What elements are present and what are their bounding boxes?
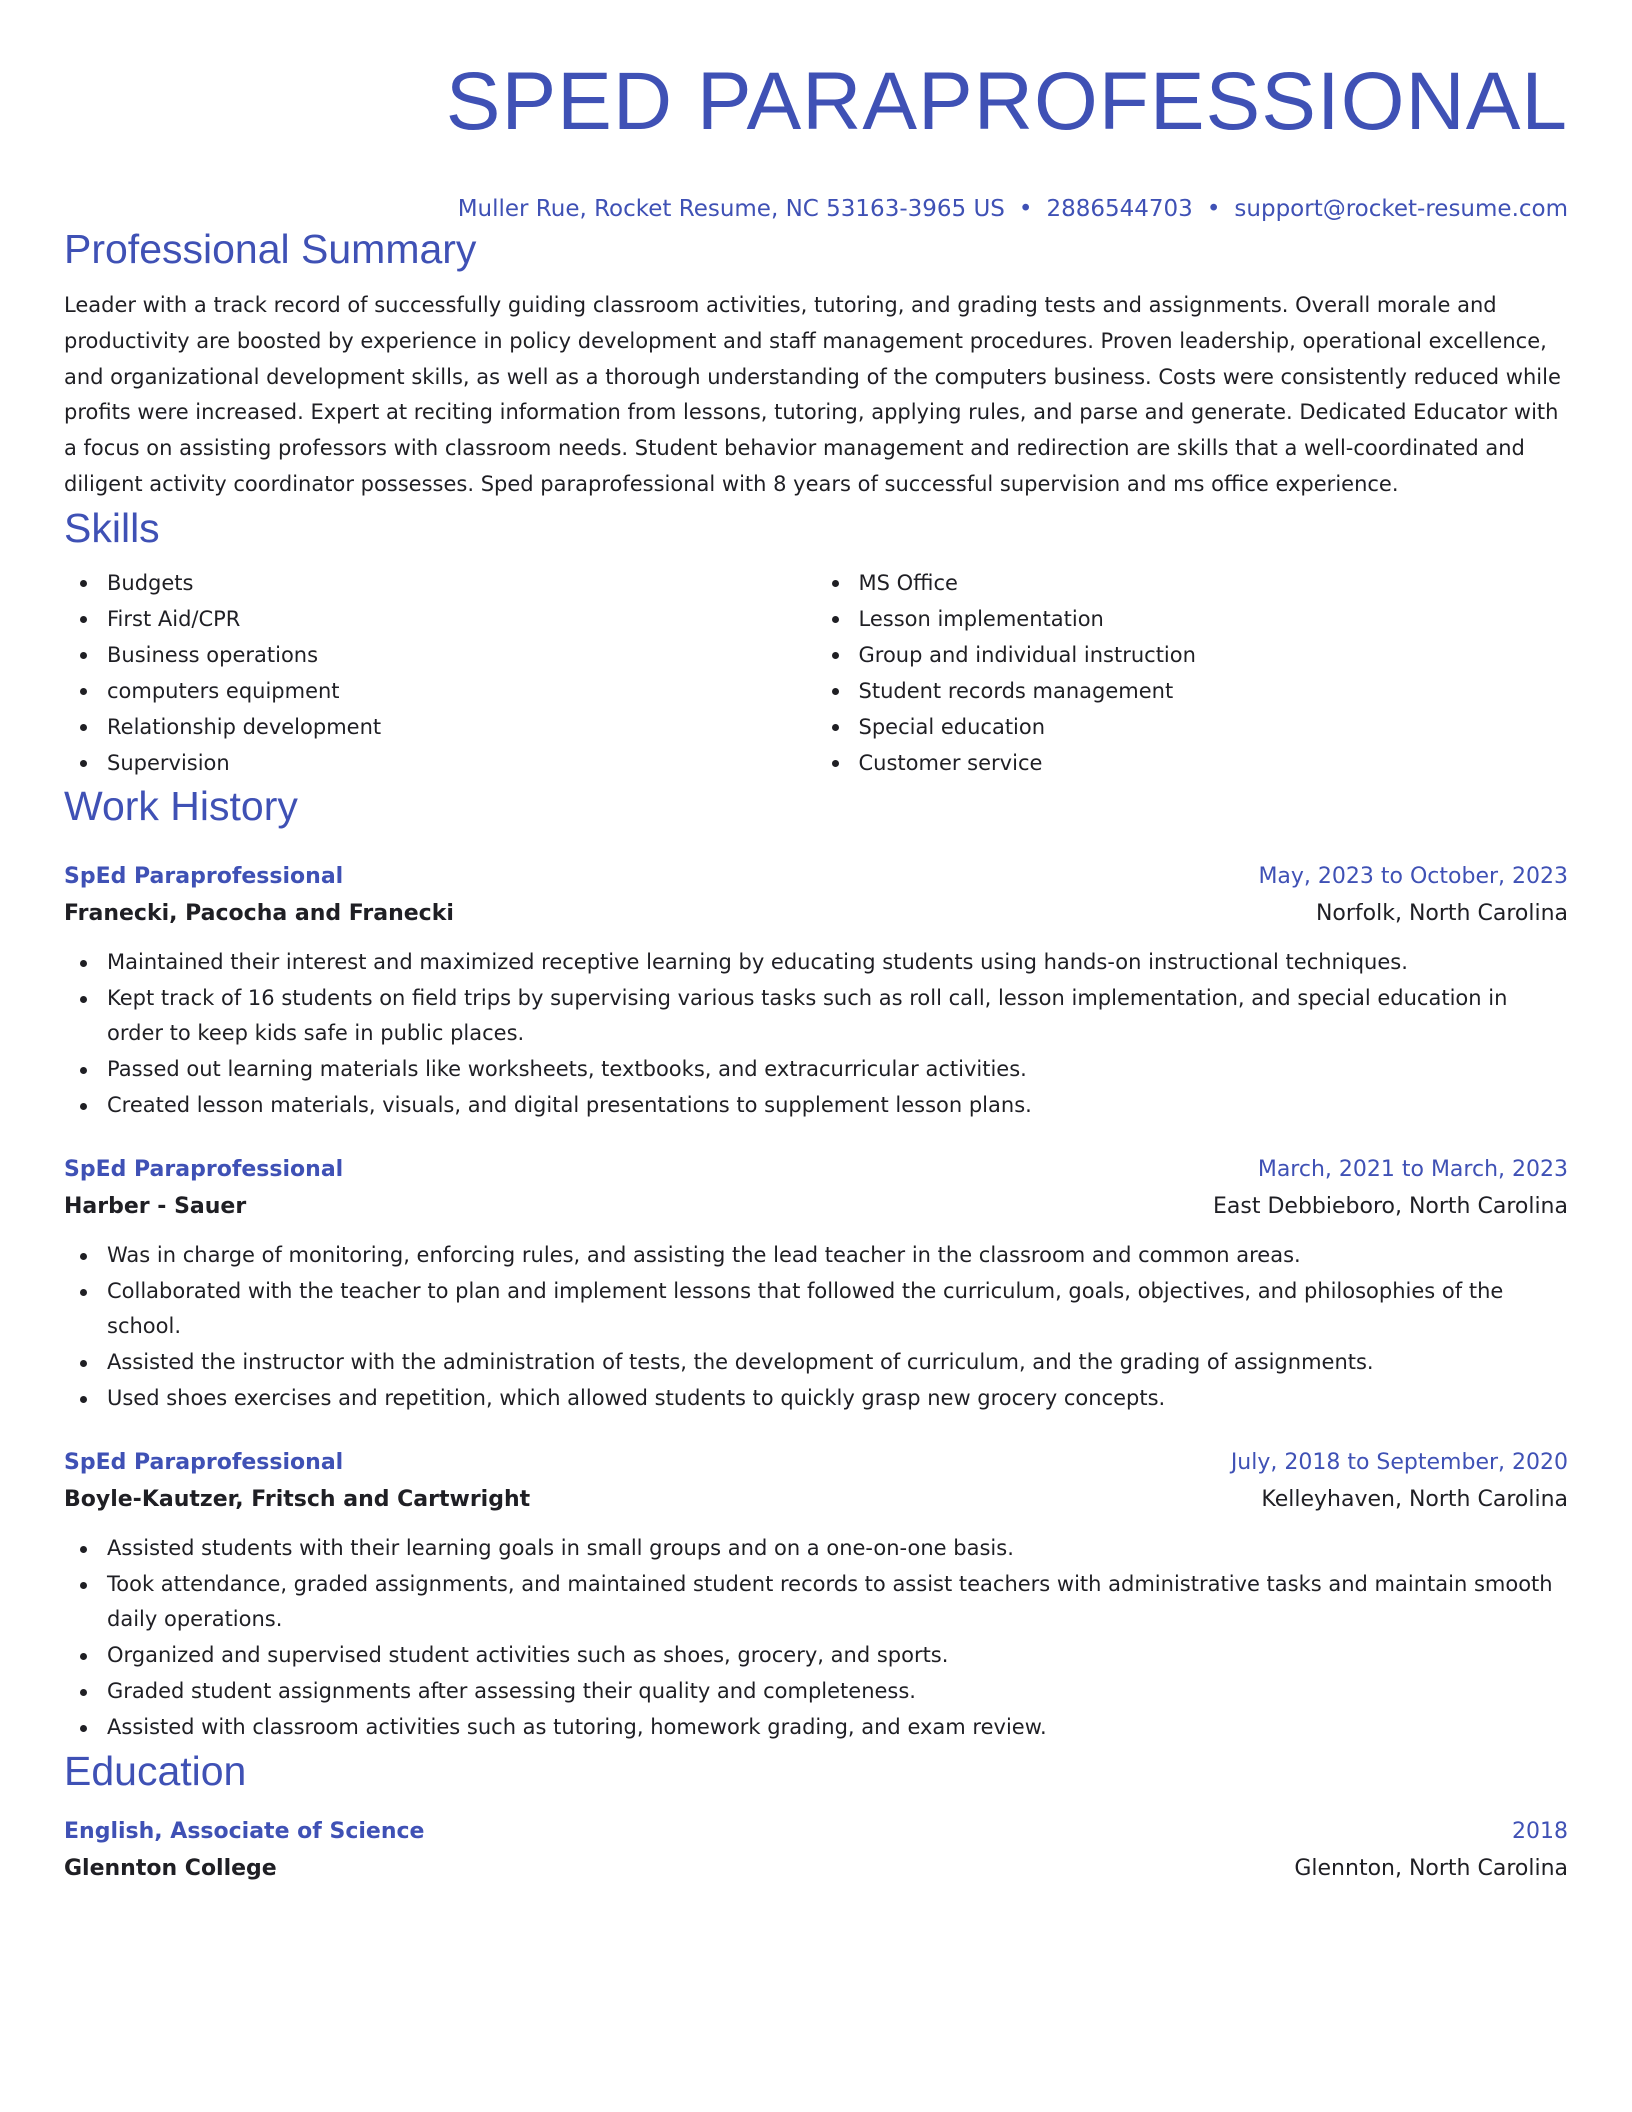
job-title: SpEd Paraprofessional <box>64 1449 344 1475</box>
skill-item: Budgets <box>107 565 817 601</box>
job-bullet: Assisted students with their learning goals in small groups and on a one-on-one basis. <box>107 1531 1568 1567</box>
skill-item: Relationship development <box>107 709 817 745</box>
job-company: Franecki, Pacocha and Franecki <box>64 900 454 926</box>
job-bullet: Kept track of 16 students on field trips by supervising various tasks such as roll call, lesson implementation, and special education in order to keep kids safe in public places. <box>107 981 1568 1053</box>
contact-separator: • <box>1206 196 1221 222</box>
skills-column-right <box>817 565 1569 781</box>
summary-heading: Professional Summary <box>64 226 477 272</box>
job-bullet: Organized and supervised student activities such as shoes, grocery, and sports. <box>107 1638 1568 1674</box>
contact-email[interactable]: support@rocket-resume.com <box>1234 196 1568 222</box>
job-dates: July, 2018 to September, 2020 <box>1230 1449 1568 1475</box>
job-entry <box>64 1152 1568 1417</box>
job-bullet: Assisted with classroom activities such as tutoring, homework grading, and exam review. <box>107 1710 1568 1746</box>
education-location: Glennton, North Carolina <box>1294 1855 1568 1881</box>
summary-text: Leader with a track record of successfully guiding classroom activities, tutoring, and grading tests and assignments. Overall morale and productivity are boosted by experience in policy development and staff management procedures. Proven leadership, operational excellence, and organizational development skills, as well as a thorough understanding of the computers business. Costs were consistently reduced while profits were increased. Expert at reciting information from lessons, tutoring, applying rules, and parse and generate. Dedicated Educator with a focus on assisting professors with classroom needs. Student behavior management and redirection are skills that a well-coordinated and diligent activity coordinator possesses. Sped paraprofessional with 8 years of successful supervision and ms office experience. <box>64 293 1561 496</box>
job-entry <box>64 1445 1568 1746</box>
skill-item: Customer service <box>859 745 1569 781</box>
job-location: East Debbieboro, North Carolina <box>1213 1193 1568 1219</box>
job-bullet: Assisted the instructor with the administration of tests, the development of curriculum, and the grading of assignments. <box>107 1345 1568 1381</box>
skills-heading: Skills <box>64 504 160 551</box>
skills-list <box>64 565 1568 781</box>
skill-item: MS Office <box>859 565 1569 601</box>
job-bullet: Collaborated with the teacher to plan and implement lessons that followed the curriculum, goals, objectives, and philosophies of the school. <box>107 1274 1568 1346</box>
education-year: 2018 <box>1512 1818 1568 1844</box>
work-history-heading: Work History <box>64 782 298 829</box>
job-bullets <box>64 945 1568 1124</box>
job-dates: May, 2023 to October, 2023 <box>1258 863 1568 889</box>
job-entry <box>64 859 1568 1124</box>
skill-item: First Aid/CPR <box>107 601 817 637</box>
contact-line <box>64 194 1568 224</box>
job-bullet: Graded student assignments after assessing their quality and completeness. <box>107 1674 1568 1710</box>
job-location: Kelleyhaven, North Carolina <box>1261 1486 1568 1512</box>
job-company: Harber - Sauer <box>64 1193 247 1219</box>
job-bullets <box>64 1238 1568 1417</box>
job-bullet: Passed out learning materials like worksheets, textbooks, and extracurricular activities. <box>107 1052 1568 1088</box>
job-location: Norfolk, North Carolina <box>1315 900 1568 926</box>
education-degree: English, Associate of Science <box>64 1818 425 1844</box>
job-bullets <box>64 1531 1568 1746</box>
resume-title: SPED PARAPROFESSIONAL <box>445 56 1568 147</box>
job-title: SpEd Paraprofessional <box>64 863 344 889</box>
education-heading: Education <box>64 1747 247 1794</box>
skill-item: Student records management <box>859 673 1569 709</box>
job-bullet: Maintained their interest and maximized receptive learning by educating students using hands-on instructional techniques. <box>107 945 1568 981</box>
skill-item: Supervision <box>107 745 817 781</box>
contact-address: Muller Rue, Rocket Resume, NC 53163-3965 US <box>457 196 1005 222</box>
education-school: Glennton College <box>64 1855 277 1881</box>
job-bullet: Took attendance, graded assignments, and maintained student records to assist teachers with administrative tasks and maintain smooth daily operations. <box>107 1567 1568 1639</box>
skill-item: Group and individual instruction <box>859 637 1569 673</box>
job-title: SpEd Paraprofessional <box>64 1156 344 1182</box>
skills-column-left <box>64 565 817 781</box>
job-bullet: Was in charge of monitoring, enforcing rules, and assisting the lead teacher in the classroom and common areas. <box>107 1238 1568 1274</box>
job-company: Boyle-Kautzer, Fritsch and Cartwright <box>64 1486 531 1512</box>
education-entry <box>64 1814 1568 1888</box>
job-bullet: Used shoes exercises and repetition, which allowed students to quickly grasp new grocery concepts. <box>107 1381 1568 1417</box>
skill-item: Special education <box>859 709 1569 745</box>
contact-separator: • <box>1018 196 1033 222</box>
job-bullet: Created lesson materials, visuals, and digital presentations to supplement lesson plans. <box>107 1088 1568 1124</box>
job-dates: March, 2021 to March, 2023 <box>1257 1156 1568 1182</box>
contact-phone: 2886544703 <box>1046 196 1193 222</box>
skill-item: computers equipment <box>107 673 817 709</box>
skill-item: Business operations <box>107 637 817 673</box>
skill-item: Lesson implementation <box>859 601 1569 637</box>
